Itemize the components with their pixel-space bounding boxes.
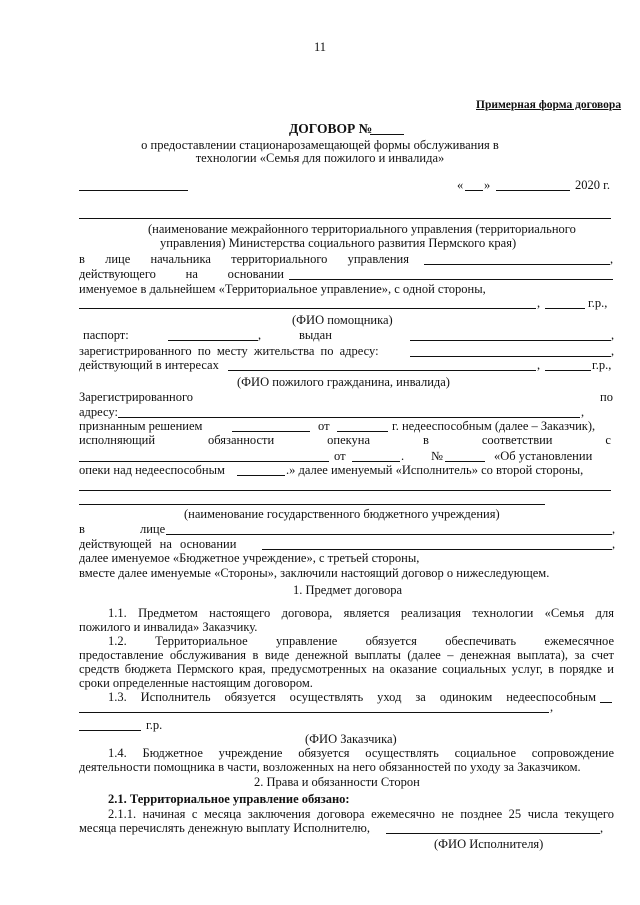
comma: , [612, 537, 616, 551]
page-number: 11 [313, 40, 327, 54]
registered-text: Зарегистрированного [79, 390, 194, 404]
form-label: Примерная форма договора [476, 99, 622, 111]
elderly-birth-year-line[interactable] [545, 370, 591, 371]
executor-named-text: .» далее именуемый «Исполнитель» со второй стороны, [286, 463, 584, 477]
clause-2-1-1-cont: месяца перечислять денежную выплату Исполнителю, [79, 821, 370, 835]
together-text: вместе далее именуемые «Стороны», заключили настоящий договор о нижеследующем. [79, 566, 550, 580]
contract-number-line[interactable] [370, 134, 404, 135]
comma: , [612, 522, 616, 536]
customer-birth-year-line[interactable] [79, 730, 141, 731]
comma: , [537, 358, 541, 372]
clause-1-2-cont-1: предоставление обслуживания в виде денежной выплаты (далее – денежная выплата), за счет [79, 648, 614, 662]
contract-year: 2020 г. [575, 178, 610, 192]
gbu-caption: (наименование государственного бюджетного учреждения) [184, 507, 500, 521]
date-close-quote: » [484, 178, 491, 192]
section-2-heading: 2. Права и обязанности Сторон [254, 775, 420, 789]
guardianship-text: опеки над недееспособным [79, 463, 225, 477]
guardian-doc-number-line[interactable] [445, 461, 485, 462]
contract-title: ДОГОВОР № [289, 121, 373, 136]
guardian-duties-text: исполняющий обязанности опекуна в соответствии с [79, 433, 611, 447]
comma: , [611, 328, 615, 342]
gbu-name-line-1[interactable] [79, 490, 611, 491]
passport-label: паспорт: [83, 328, 129, 342]
issued-by-line[interactable] [410, 340, 611, 341]
from-2: от [334, 449, 346, 463]
acting-interests-text: действующий в интересах [79, 358, 219, 372]
clause-1-2-cont-3: сроки определенные настоящим договором. [79, 676, 313, 690]
in-person-of-text: в лице начальника территориального управления [79, 252, 409, 266]
clause-1-4-cont: деятельности помощника в части, возложенных на него обязанностей по уходу за Заказчиком. [79, 760, 581, 774]
about-establishing: «Об установлении [494, 449, 593, 463]
gbu-basis-line[interactable] [262, 549, 612, 550]
elderly-gr-label: г.р., [592, 358, 612, 372]
customer-name-line-1[interactable] [600, 702, 612, 703]
clause-2-1-1: 2.1.1. начиная с месяца заключения договора ежемесячно не позднее 25 числа текущего [108, 807, 614, 821]
comma: , [550, 700, 554, 714]
comma: , [581, 405, 585, 419]
date-open-quote: « [457, 178, 464, 192]
day-field-line[interactable] [465, 190, 483, 191]
gbu-name-line-2[interactable] [79, 504, 545, 505]
clause-1-2-cont-2: средств бюджета Пермского края, предусмотренных на оказание социальных услуг, в порядке и [79, 662, 614, 676]
elderly-name-line[interactable] [228, 370, 536, 371]
guardianship-line[interactable] [237, 475, 285, 476]
gbu-named-text: далее именуемое «Бюджетное учреждение», с третьей стороны, [79, 551, 420, 565]
clause-1-2: 1.2. Территориальное управление обязуется обеспечивать ежемесячное [108, 634, 614, 648]
assistant-name-line[interactable] [79, 308, 536, 309]
decision-date-line[interactable] [337, 431, 388, 432]
comma: , [611, 344, 615, 358]
tu-name-caption-1: (наименование межрайонного территориального управления (территориального [148, 222, 576, 236]
section-1-heading: 1. Предмет договора [293, 583, 403, 597]
in-face-1: в [79, 522, 85, 536]
tu-name-line[interactable] [79, 218, 611, 219]
elderly-fio-caption: (ФИО пожилого гражданина, инвалида) [237, 375, 450, 389]
head-name-line[interactable] [424, 264, 610, 265]
registered-address-text: зарегистрированного по месту жительства по адресу: [79, 344, 379, 358]
passport-number-line[interactable] [168, 340, 258, 341]
subtitle-line-2: технологии «Семья для пожилого и инвалида» [195, 151, 445, 165]
executor-name-line[interactable] [386, 833, 600, 834]
acting-basis-text: действующего на основании [79, 267, 284, 281]
tu-named-text: именуемое в дальнейшем «Территориальное управление», с одной стороны, [79, 282, 486, 296]
recognized-incapable-text: г. недееспособным (далее – Заказчик), [392, 419, 596, 433]
comma: , [537, 296, 541, 310]
comma: , [600, 821, 604, 835]
customer-fio-caption: (ФИО Заказчика) [305, 732, 397, 746]
number-sign: № [431, 449, 443, 463]
in-face-2: лице [140, 522, 166, 536]
by-text: по [600, 390, 613, 404]
acting-basis-line[interactable] [289, 279, 613, 280]
tu-name-caption-2: управления) Министерства социального развития Пермского края) [160, 236, 517, 250]
period: . [401, 449, 405, 463]
gbu-head-line[interactable] [166, 534, 612, 535]
guardian-doc-date-line[interactable] [352, 461, 400, 462]
month-field-line[interactable] [496, 190, 570, 191]
decision-line[interactable] [232, 431, 310, 432]
place-field-line[interactable] [79, 190, 188, 191]
recognized-from: от [318, 419, 330, 433]
elderly-address-line[interactable] [118, 417, 580, 418]
assistant-fio-caption: (ФИО помощника) [292, 313, 393, 327]
assistant-birth-year-line[interactable] [545, 308, 585, 309]
assistant-gr-label: г.р., [588, 296, 608, 310]
registered-address-line[interactable] [410, 356, 611, 357]
clause-1-3: 1.3. Исполнитель обязуется осуществлять уход за одиноким недееспособным [108, 690, 596, 704]
guardian-doc-line[interactable] [79, 461, 329, 462]
clause-1-1-cont: пожилого и инвалида» Заказчику. [79, 620, 258, 634]
comma: , [258, 328, 262, 342]
customer-gr-label: г.р. [146, 718, 163, 732]
clause-1-4: 1.4. Бюджетное учреждение обязуется осуществлять социальное сопровождение [108, 746, 614, 760]
recognized-text: признанным решением [79, 419, 203, 433]
acting-basis-2-text: действующей на основании [79, 537, 237, 551]
customer-name-line-2[interactable] [79, 712, 549, 713]
subtitle-line-1: о предоставлении стационарозамещающей формы обслуживания в [141, 138, 499, 152]
clause-1-1: 1.1. Предметом настоящего договора, является реализация технологии «Семья для [108, 606, 614, 620]
address-text: адресу: [79, 405, 118, 419]
executor-fio-caption: (ФИО Исполнителя) [434, 837, 544, 851]
issued-label: выдан [299, 328, 332, 342]
subsection-2-1: 2.1. Территориальное управление обязано: [108, 792, 350, 806]
comma: , [610, 252, 614, 266]
